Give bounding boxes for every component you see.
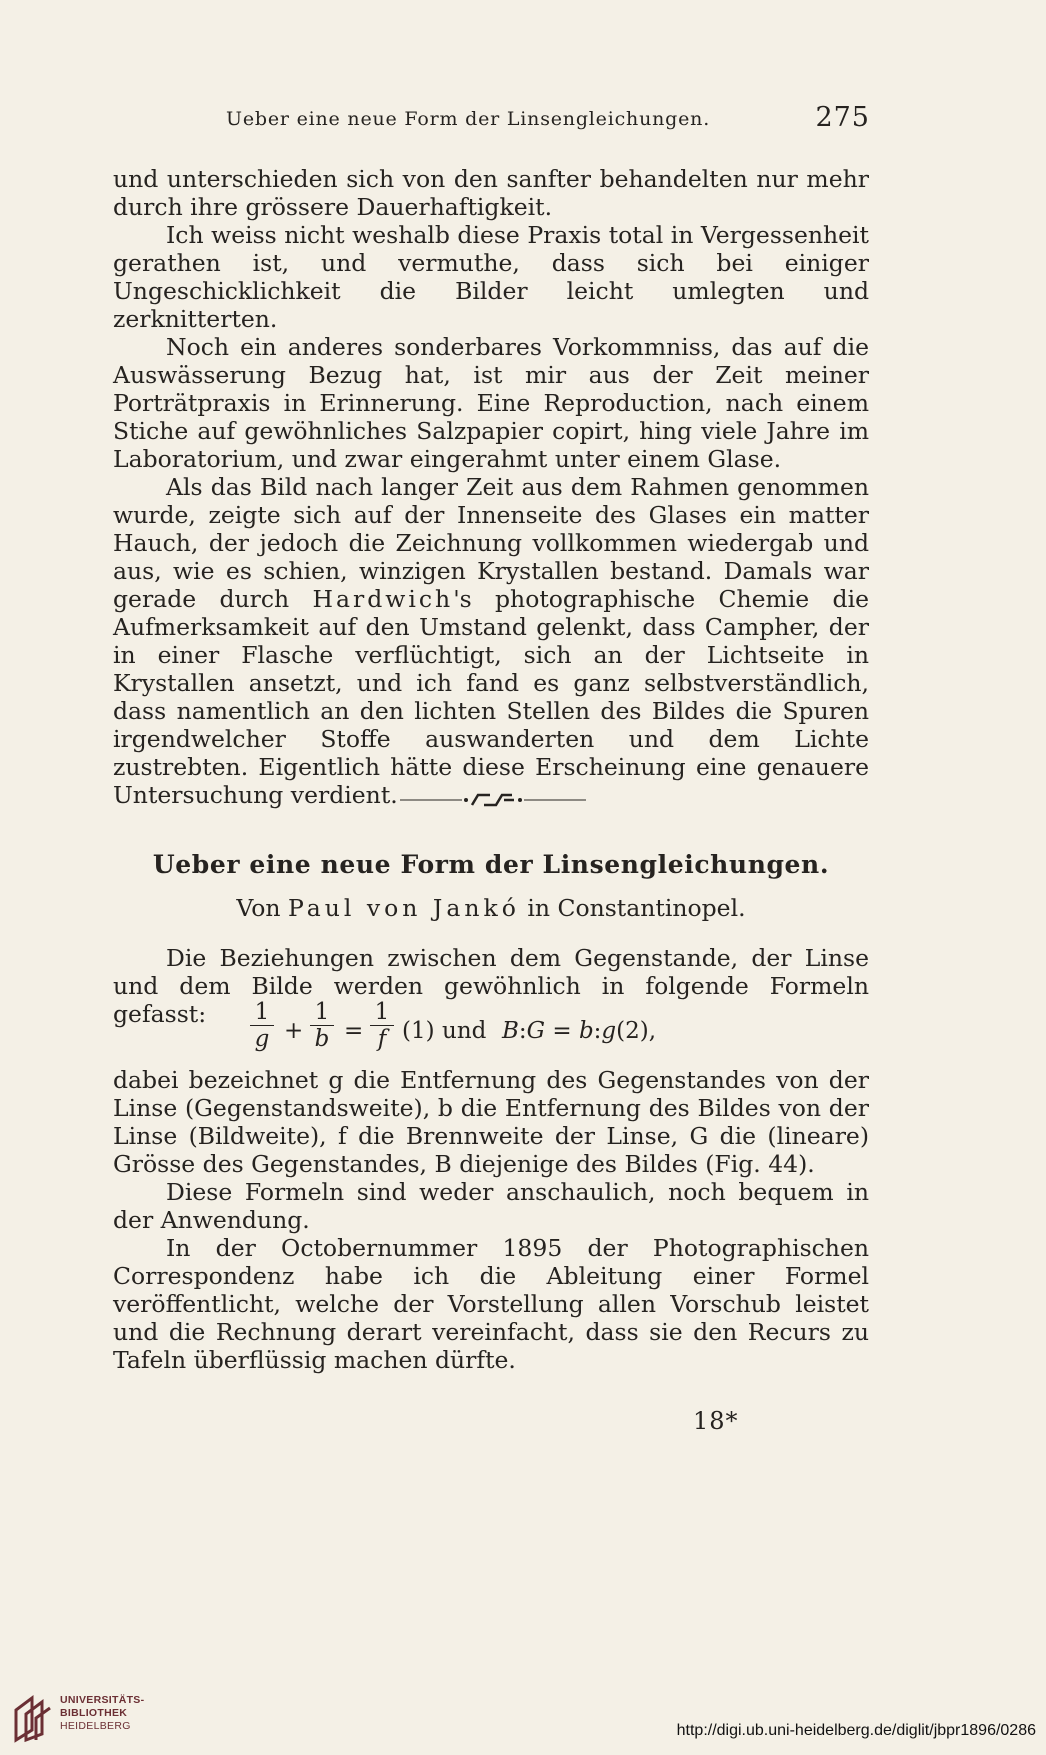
paragraph: Diese Formeln sind weder anschaulich, noch bequem in der Anwendung.	[113, 1178, 869, 1234]
equation-label-1: (1)	[402, 1018, 435, 1044]
equation-label-2: (2),	[616, 1018, 657, 1044]
source-url: http://digi.ub.uni-heidelberg.de/diglit/jbpr1896/0286	[676, 1722, 1036, 1739]
logo-line: BIBLIOTHEK	[60, 1707, 128, 1719]
paragraph-text: 's photographische Chemie die Aufmerksamkeit auf den Umstand gelenkt, dass Campher, der in einer Flasche verflüchtigt, sich an der Lichtseite in Krystallen ansetzt, und ich fand es ganz selbstverständlich, dass namentlich an den lichten Stellen des Bildes die Spuren irgendwelcher Stoffe auswanderten und dem Lichte zustrebten. Eigentlich hätte diese Erscheinung eine genauere Untersuchung verdient.	[113, 585, 869, 809]
library-name	[60, 1694, 144, 1733]
paragraph: Noch ein anderes sonderbares Vorkommniss, das auf die Auswässerung Bezug hat, ist mir aus der Zeit meiner Porträtpraxis in Erinnerung. Eine Reproduction, nach einem Stiche auf gewöhnliches Salzpapier copirt, hing viele Jahre im Laboratorium, und zwar eingerahmt unter einem Glase.	[113, 333, 869, 473]
paragraph: dabei bezeichnet g die Entfernung des Gegenstandes von der Linse (Gegenstandsweite), b die Entfernung des Bildes von der Linse (Bildweite), f die Brennweite der Linse, G die (lineare) Grösse des Gegenstandes, B diejenige des Bildes (Fig. 44).	[113, 1066, 869, 1178]
text-block-bottom	[113, 1066, 869, 1374]
byline-suffix: in Constantinopel.	[519, 894, 746, 922]
paragraph: Die Beziehungen zwischen dem Gegenstande, der Linse und dem Bilde werden gewöhnlich in folgende Formeln gefasst:	[113, 944, 869, 1028]
paragraph	[113, 473, 869, 809]
variable-B: B	[502, 1018, 519, 1044]
conjunction: und	[442, 1018, 487, 1044]
signature-mark: 18*	[693, 1407, 739, 1435]
paragraph: In der Octobernummer 1895 der Photographischen Correspondenz habe ich die Ableitung einer Formel veröffentlicht, welche der Vorstellung allen Vorschub leistet und die Rechnung derart vereinfacht, dass sie den Recurs zu Tafeln überflüssig machen dürfte.	[113, 1234, 869, 1374]
section-ornament	[400, 790, 586, 810]
library-logo-icon	[12, 1690, 54, 1744]
fraction-1-over-g	[250, 1000, 274, 1051]
equals-sign: =	[344, 1018, 364, 1044]
article-title: Ueber eine neue Form der Linsengleichungen.	[152, 850, 830, 879]
variable-g: g	[601, 1018, 617, 1044]
paragraph-text: Als das Bild nach langer Zeit aus dem Rahmen genommen wurde, zeigte sich auf der Innenseite des Glases ein matter Hauch, der jedoch die Zeichnung vollkommen wiedergab und aus, wie es schien, winzigen Krystallen bestand. Damals war gerade durch	[113, 473, 869, 613]
fraction-1-over-f	[370, 1000, 394, 1051]
variable-b: b	[578, 1018, 594, 1044]
denominator: f	[377, 1026, 387, 1052]
person-name: Hardwich	[312, 585, 454, 613]
paragraph: und unterschieden sich von den sanfter behandelten nur mehr durch ihre grössere Dauerhaftigkeit.	[113, 165, 869, 221]
numerator: 1	[374, 999, 390, 1025]
author-name: Paul von Jankó	[288, 894, 520, 922]
plus-sign: +	[284, 1018, 304, 1044]
library-logo	[12, 1690, 172, 1748]
fraction-1-over-b	[310, 1000, 334, 1051]
running-title: Ueber eine neue Form der Linsengleichungen.	[226, 108, 711, 130]
ratio-expression	[502, 1018, 656, 1044]
equals-sign: =	[552, 1018, 572, 1044]
denominator: b	[314, 1026, 330, 1052]
byline-prefix: Von	[236, 894, 288, 922]
paragraph: Ich weiss nicht weshalb diese Praxis total in Vergessenheit gerathen ist, und vermuthe, dass sich bei einiger Ungeschicklichkeit die Bilder leicht umlegten und zerknitterten.	[113, 221, 869, 333]
logo-line: HEIDELBERG	[60, 1720, 131, 1732]
ratio-colon: :	[593, 1018, 602, 1044]
ratio-colon: :	[518, 1018, 527, 1044]
logo-line: UNIVERSITÄTS-	[60, 1694, 145, 1706]
denominator: g	[254, 1026, 270, 1052]
running-header	[226, 102, 870, 133]
page-number: 275	[815, 102, 870, 133]
article-byline	[113, 894, 869, 922]
variable-G: G	[526, 1018, 546, 1044]
numerator: 1	[314, 999, 330, 1025]
text-block-top	[113, 165, 869, 809]
lens-formula	[250, 1000, 810, 1070]
numerator: 1	[254, 999, 270, 1025]
